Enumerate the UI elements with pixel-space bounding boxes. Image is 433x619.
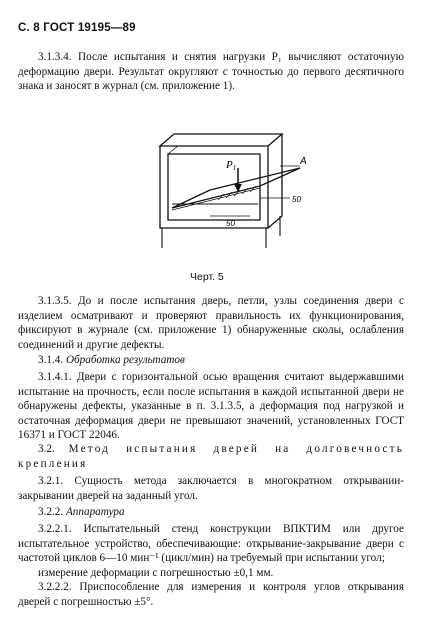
label-p1: P1 bbox=[226, 159, 237, 172]
paragraph-3-1-3-4-text: 3.1.3.4. После испытания и снятия нагрузки P₁ вычисляют остаточную деформацию двери. Результат округляют с точностью до первого десятичного знака и заносят в журнал (см. приложение 1). bbox=[18, 51, 404, 93]
heading-3-1-4-title: Обработка результатов bbox=[65, 354, 185, 366]
paragraph-3-2-2-2-text: 3.2.2.2. Приспособление для измерения и контроля углов открывания дверей с погрешностью ±5°. bbox=[18, 581, 404, 608]
cabinet-opening bbox=[168, 154, 260, 220]
paragraph-3-1-3-4 bbox=[18, 50, 404, 94]
paragraph-3-1-3-5 bbox=[18, 294, 404, 352]
heading-3-2-2 bbox=[38, 505, 125, 520]
heading-3-1-4-number: 3.1.4. bbox=[38, 354, 64, 366]
cabinet-door-figure bbox=[150, 128, 320, 258]
paragraph-3-2-2-2 bbox=[18, 580, 404, 609]
paragraph-3-2-2-1 bbox=[18, 522, 404, 566]
heading-3-2-title: Метод испытания дверей на долговечность крепления bbox=[18, 443, 405, 470]
paragraph-measurement-text: измерение деформации с погрешностью ±0,1 мм. bbox=[38, 567, 274, 579]
paragraph-measurement bbox=[18, 566, 404, 581]
paragraph-3-1-4-1 bbox=[18, 370, 404, 443]
paragraph-3-2-2-1-text: 3.2.2.1. Испытательный стенд конструкции ВПКТИМ или другое испытательное устройство, обеспечивающие: открывание-закрывание двери с частотой циклов 6—10 мин⁻¹ (цикл/мин) на требуемый при испытании угол; bbox=[18, 523, 404, 565]
paragraph-3-1-3-5-text: 3.1.3.5. До и после испытания дверь, петли, узлы соединения двери с изделием осматривают и проверяют правильность их функционирования, фиксируют в журнале (см. приложение 1) обнаруженные сколы, ослабления соединений и другие дефекты. bbox=[18, 295, 404, 351]
heading-3-2-2-number: 3.2.2. bbox=[38, 506, 64, 518]
cabinet-top bbox=[160, 134, 282, 146]
cabinet-legs bbox=[162, 216, 280, 248]
dimension-50-bottom: 50 bbox=[226, 219, 235, 228]
paragraph-3-2-1 bbox=[18, 474, 404, 503]
paragraph-3-1-4-1-text: 3.1.4.1. Двери с горизонтальной осью вращения считают выдержавшими испытание на прочность, если после испытания в каждой испытанной двери не обнаружены дефекты, указанные в п. 3.1.3.5, а деформация под нагрузкой и остаточная деформация двери не превышают значений, установленных ГОСТ 16371 и ГОСТ 22046. bbox=[18, 371, 404, 442]
heading-3-2 bbox=[18, 442, 404, 471]
dimension-50-right: 50 bbox=[292, 195, 301, 204]
heading-3-2-number: 3.2. bbox=[38, 443, 55, 455]
paragraph-3-2-1-text: 3.2.1. Сущность метода заключается в многократном открывании- закрывании дверей на заданный угол. bbox=[18, 475, 404, 502]
figure-caption: Черт. 5 bbox=[190, 271, 224, 283]
heading-3-2-2-title: Аппаратура bbox=[65, 506, 125, 518]
page-header: С. 8 ГОСТ 19195—89 bbox=[18, 22, 136, 34]
label-a: A bbox=[300, 156, 307, 167]
heading-3-1-4 bbox=[38, 353, 185, 368]
